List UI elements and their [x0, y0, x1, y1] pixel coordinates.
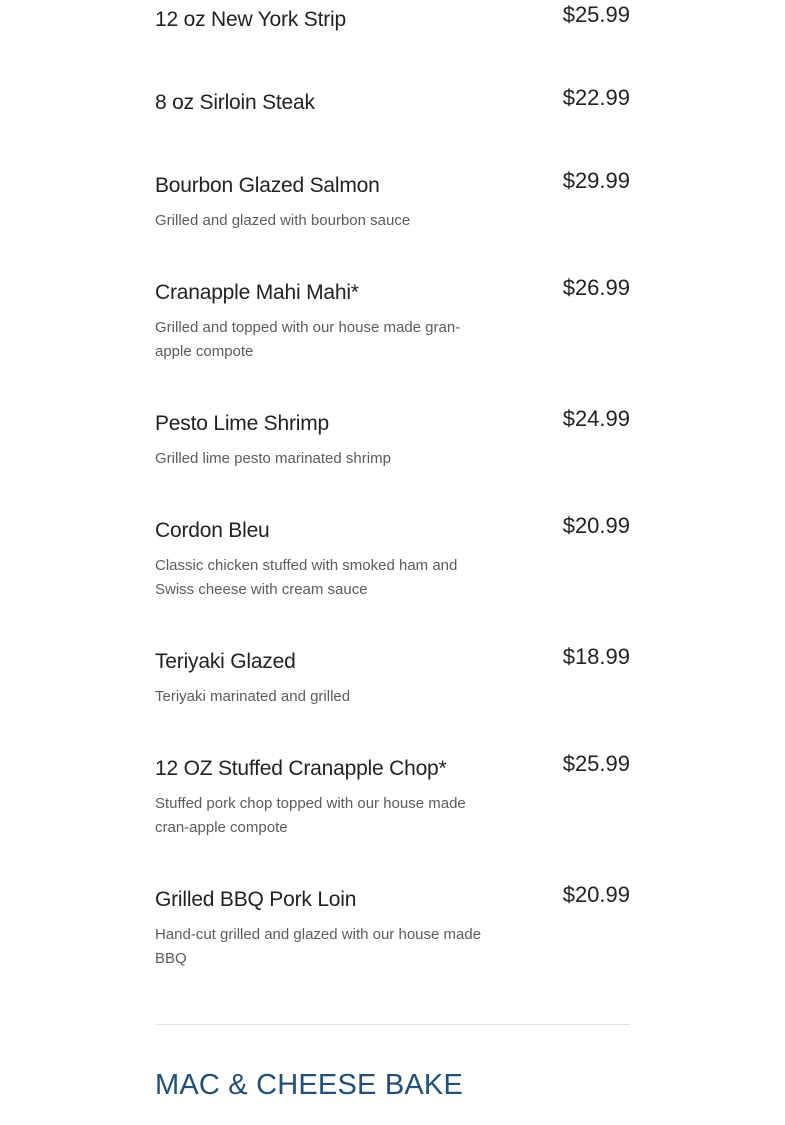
menu-item-price: $25.99 — [562, 751, 630, 776]
menu-item-name: Pesto Lime Shrimp — [155, 412, 330, 435]
menu-item-price: $29.99 — [562, 168, 630, 193]
menu-item-description: Grilled lime pesto marinated shrimp — [155, 450, 391, 467]
menu-item-description: Classic chicken stuffed with smoked ham and Swiss cheese with cream sauce — [155, 557, 458, 598]
menu-item-price: $25.99 — [562, 2, 630, 27]
menu-item-price: $22.99 — [562, 85, 630, 110]
menu-item — [155, 882, 630, 971]
menu-item — [155, 85, 630, 117]
menu-item-name: 12 oz New York Strip — [155, 8, 346, 31]
menu-item-price: $20.99 — [562, 882, 630, 907]
menu-item — [155, 513, 630, 602]
menu-item-description: Grilled and glazed with bourbon sauce — [155, 212, 411, 229]
menu-item-name: Bourbon Glazed Salmon — [155, 174, 380, 197]
menu-item-description: Hand-cut grilled and glazed with our house made BBQ — [155, 926, 482, 967]
menu-item-name: 8 oz Sirloin Steak — [155, 91, 315, 114]
menu-item-name: 12 OZ Stuffed Cranapple Chop* — [155, 757, 447, 780]
menu-item-name: Cranapple Mahi Mahi* — [155, 281, 359, 304]
menu-item — [155, 406, 630, 471]
menu-item-price: $20.99 — [562, 513, 630, 538]
menu-item-price: $26.99 — [562, 275, 630, 300]
menu-item — [155, 751, 630, 840]
menu-item — [155, 168, 630, 233]
menu-item-description: Grilled and topped with our house made gran-apple compote — [155, 319, 461, 360]
menu-item-description: Teriyaki marinated and grilled — [155, 688, 351, 705]
menu-item-price: $18.99 — [562, 644, 630, 669]
section-title: MAC & CHEESE BAKE — [155, 1069, 463, 1101]
menu-item-price: $24.99 — [562, 406, 630, 431]
menu-item-description: Stuffed pork chop topped with our house made cran-apple compote — [155, 795, 466, 836]
menu-item-name: Cordon Bleu — [155, 519, 270, 542]
menu-item — [155, 2, 630, 34]
menu-item — [155, 275, 630, 364]
menu-item-name: Teriyaki Glazed — [155, 650, 296, 673]
menu-item-name: Grilled BBQ Pork Loin — [155, 888, 357, 911]
section-divider — [155, 1024, 630, 1025]
menu-item — [155, 644, 630, 709]
